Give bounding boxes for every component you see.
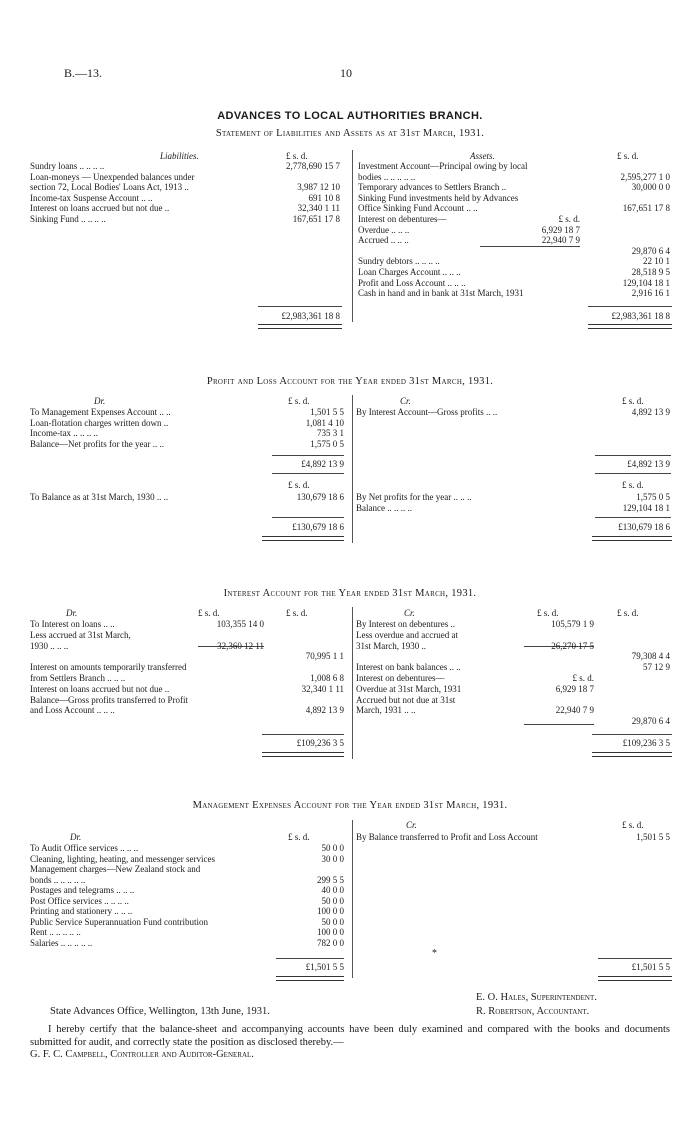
cr-label: Cr. — [400, 396, 411, 406]
mg-debit-label: bonds .. .. .. .. .. — [30, 874, 86, 885]
int-credit-amount: 79,308 4 4 — [631, 651, 670, 662]
dr-label: Dr. — [70, 832, 82, 842]
int-credit-sub-amount: £ s. d. — [572, 673, 594, 683]
assets-heading: Assets. — [470, 151, 495, 161]
int-credit-label: Interest on debentures— — [356, 673, 445, 683]
asset-label: Sinking Fund investments held by Advances — [358, 192, 519, 203]
pl-currency-header-left: £ s. d. — [288, 396, 310, 406]
asset-label: Sundry debtors .. .. .. .. — [358, 256, 440, 267]
interest-title: Interest Account for the Year ended 31st March, 1931. — [223, 588, 477, 599]
pl-debit-amount: 735 3 1 — [317, 428, 344, 438]
int-debit-amount: 1,008 6 8 — [310, 673, 344, 683]
double-rule — [262, 752, 344, 757]
liability-label: Sundry loans .. .. .. .. — [30, 161, 105, 171]
dr-label: Dr. — [94, 396, 106, 406]
pl-debit-amount: 1,501 5 5 — [310, 407, 344, 417]
asset-label: Loan Charges Account .. .. .. — [358, 267, 461, 277]
mg-debit-label: Public Service Superannuation Fund contribution — [30, 916, 208, 927]
asset-amount: 22 10 1 — [643, 256, 670, 267]
pl-debit-amount: 130,679 18 6 — [296, 492, 344, 502]
liability-label: Income-tax Suspense Account .. .. — [30, 192, 153, 203]
liabilities-heading: Liabilities. — [160, 151, 199, 161]
liability-amount: 3,987 12 10 — [297, 182, 340, 192]
int-credit-label: Overdue at 31st March, 1931 — [356, 683, 462, 694]
pl-currency-header-right-2: £ s. d. — [622, 480, 644, 490]
int-debit-sub-amount: 103,355 14 0 — [216, 619, 264, 629]
page-number: 10 — [340, 66, 352, 80]
pl-debit-label: To Management Expenses Account .. .. — [30, 407, 171, 417]
rule — [588, 306, 672, 307]
column-divider — [352, 150, 353, 322]
asset-amount: 29,870 6 4 — [631, 245, 670, 256]
int-debit-amount: 70,995 1 1 — [305, 651, 344, 662]
mg-debit-amount: 50 0 0 — [321, 843, 344, 853]
int-debit-amount: 4,892 13 9 — [305, 705, 344, 716]
pl-currency-header-right: £ s. d. — [622, 396, 644, 406]
asset-amount: 129,104 18 1 — [622, 277, 670, 288]
double-rule — [276, 976, 344, 981]
main-title: ADVANCES TO LOCAL AUTHORITIES BRANCH. — [217, 110, 483, 122]
mg-debit-amount: 299 5 5 — [317, 874, 344, 885]
liability-amount: 32,340 1 11 — [297, 203, 340, 213]
pl-total2-left: £130,679 18 6 — [292, 522, 344, 532]
pl-debit-amount: 1,081 4 10 — [305, 417, 344, 428]
int-debit-label: Less accrued at 31st March, — [30, 629, 131, 640]
column-divider — [352, 607, 353, 759]
int-credit-label: Less overdue and accrued at — [356, 629, 458, 640]
rule — [592, 734, 672, 735]
double-rule — [598, 976, 672, 981]
pl-total-left: £4,892 13 9 — [301, 459, 344, 469]
rule — [258, 306, 342, 307]
int-credit-label: 31st March, 1930 .. — [356, 640, 426, 651]
double-rule — [592, 752, 672, 757]
pl-debit-label: To Balance as at 31st March, 1930 .. .. — [30, 492, 169, 502]
pl-debit-label: Income-tax .. .. .. .. — [30, 428, 98, 438]
pl-currency-header-left-2: £ s. d. — [288, 480, 310, 490]
mg-debit-amount: 30 0 0 — [321, 853, 344, 864]
liability-amount: 2,778,690 15 7 — [286, 161, 340, 171]
int-debit-label: Balance—Gross profits transferred to Profit — [30, 694, 188, 705]
int-debit-label: 1930 .. .. .. — [30, 640, 69, 651]
mg-credit-amount: 1,501 5 5 — [636, 832, 670, 842]
asset-amount: 2,916 16 1 — [631, 288, 670, 299]
double-rule — [588, 324, 672, 329]
mg-debit-label: Rent .. .. .. .. .. — [30, 927, 81, 937]
pl-debit-label: Loan-flotation charges written down .. — [30, 417, 169, 428]
mg-debit-label: Salaries .. .. .. .. .. — [30, 937, 93, 948]
int-credit-label: Accrued but not due at 31st — [356, 694, 456, 705]
asset-sub-amount: 6,929 18 7 — [541, 224, 580, 235]
asset-amount: 28,518 9 5 — [631, 267, 670, 277]
rule — [272, 455, 344, 456]
liability-label: Sinking Fund .. .. .. .. — [30, 213, 106, 224]
asset-sub-amount: £ s. d. — [558, 214, 580, 224]
pl-debit-label: Balance—Net profits for the year .. .. — [30, 438, 164, 449]
int-total-right: £109,236 3 5 — [622, 738, 670, 748]
asset-label: Overdue .. .. .. — [358, 224, 410, 235]
asset-label: Profit and Loss Account .. .. .. — [358, 277, 466, 288]
mg-debit-label: Management charges—New Zealand stock and — [30, 864, 201, 874]
mg-debit-amount: 100 0 0 — [317, 927, 344, 937]
page-ref: B.—13. — [64, 66, 103, 80]
int-credit-label: By Interest on debentures .. — [356, 619, 455, 629]
pl-total2-right: £130,679 18 6 — [618, 522, 670, 532]
dr-label: Dr. — [66, 608, 78, 618]
rule — [272, 473, 344, 474]
pl-debit-amount: 1,575 0 5 — [310, 438, 344, 449]
pl-credit-amount: 1,575 0 5 — [636, 492, 670, 502]
int-debit-label: and Loss Account .. .. .. — [30, 705, 115, 716]
balance-sheet-title: Statement of Liabilities and Assets as at 31st March, 1931. — [215, 128, 485, 139]
rule — [524, 724, 594, 725]
int-credit-sub-amount: 105,579 1 9 — [551, 619, 594, 629]
mg-debit-amount: 782 0 0 — [317, 937, 344, 948]
asset-label: Accrued .. .. .. — [358, 235, 409, 246]
rule — [276, 958, 344, 959]
mg-total-left: £1,501 5 5 — [305, 962, 344, 972]
signature-accountant: R. Robertson, Accountant. — [476, 1006, 590, 1017]
int-sub-header-left: £ s. d. — [198, 608, 220, 618]
int-sub-header-right: £ s. d. — [537, 608, 559, 618]
asset-label: Investment Account—Principal owing by local — [358, 161, 528, 171]
liability-amount: 167,651 17 8 — [292, 213, 340, 224]
rule — [480, 246, 580, 247]
int-debit-sub-amount: 32,360 12 11 — [217, 640, 264, 651]
double-rule — [262, 536, 344, 541]
profit-loss-title: Profit and Loss Account for the Year ended 31st March, 1931. — [206, 376, 494, 387]
int-amt-header-right: £ s. d. — [617, 608, 639, 618]
int-debit-label: from Settlers Branch .. .. .. — [30, 673, 126, 683]
cr-label: Cr. — [404, 608, 415, 618]
int-credit-sub-amount: 6,929 18 7 — [555, 683, 594, 694]
asset-label: Office Sinking Fund Account .. .. — [358, 203, 478, 214]
mg-debit-label: Post Office services .. .. .. .. — [30, 895, 129, 906]
assets-total: £2,983,361 18 8 — [611, 311, 670, 321]
place-and-date: State Advances Office, Wellington, 13th June, 1931. — [50, 1006, 270, 1017]
mg-debit-amount: 50 0 0 — [321, 895, 344, 906]
mg-debit-label: Postages and telegrams .. .. .. — [30, 885, 135, 895]
int-total-left: £109,236 3 5 — [296, 738, 344, 748]
mg-debit-label: Printing and stationery .. .. .. — [30, 906, 133, 916]
asset-label: Temporary advances to Settlers Branch .. — [358, 182, 507, 193]
int-debit-label: To Interest on loans .. .. — [30, 619, 115, 629]
double-rule — [592, 536, 672, 541]
pl-total-right: £4,892 13 9 — [627, 459, 670, 469]
management-title: Management Expenses Account for the Year ended 31st March, 1931. — [192, 800, 508, 811]
pl-credit-amount: 129,104 18 1 — [622, 502, 670, 513]
rule — [595, 517, 671, 518]
liability-amount: 691 10 8 — [308, 192, 340, 203]
audit-certificate: I hereby certify that the balance-sheet and accompanying accounts have been duly examined and compared with the books and documents submitted for audit, and correctly state the position as disclosed thereby.— — [30, 1024, 670, 1048]
mg-credit-label: By Balance transferred to Profit and Loss Account — [356, 832, 538, 842]
mg-debit-amount: 50 0 0 — [321, 916, 344, 927]
signature-superintendent: E. O. Hales, Superintendent. — [476, 992, 597, 1003]
int-credit-sub-amount: 22,940 7 9 — [555, 705, 594, 716]
int-credit-label: March, 1931 .. .. — [356, 705, 416, 716]
int-debit-label: Interest on loans accrued but not due .. — [30, 683, 170, 694]
int-credit-sub-amount: 26,270 17 5 — [551, 640, 594, 651]
rule — [598, 958, 672, 959]
asset-label: Interest on debentures— — [358, 214, 447, 224]
int-credit-label: Interest on bank balances .. .. — [356, 662, 461, 673]
column-divider — [352, 395, 353, 543]
liabilities-total: £2,983,361 18 8 — [281, 311, 340, 321]
mg-debit-amount: 40 0 0 — [321, 885, 344, 895]
rule — [595, 473, 671, 474]
assets-currency-header: £ s. d. — [617, 151, 639, 161]
asset-amount: 2,595,277 1 0 — [620, 171, 670, 182]
mg-total-right: £1,501 5 5 — [631, 962, 670, 972]
rule — [272, 517, 344, 518]
double-rule — [258, 324, 342, 329]
int-debit-amount: 32,340 1 11 — [301, 683, 344, 694]
asset-amount: 30,000 0 0 — [631, 182, 670, 193]
asset-sub-amount: 22,940 7 9 — [541, 235, 580, 246]
mg-debit-label: Cleaning, lighting, heating, and messenger services — [30, 853, 215, 864]
pl-credit-label: By Interest Account—Gross profits .. .. — [356, 407, 498, 417]
int-amt-header-left: £ s. d. — [286, 608, 308, 618]
asset-label: Cash in hand and in bank at 31st March, 1931 — [358, 288, 524, 299]
asterisk-mark: * — [432, 948, 437, 959]
int-debit-label: Interest on amounts temporarily transferred — [30, 662, 187, 673]
liability-label: Interest on loans accrued but not due .. — [30, 203, 170, 213]
pl-credit-label: By Net profits for the year .. .. .. — [356, 492, 472, 502]
column-divider — [352, 820, 353, 978]
mg-currency-header-right: £ s. d. — [622, 820, 644, 830]
mg-debit-label: To Audit Office services .. .. .. — [30, 843, 139, 853]
rule — [595, 455, 671, 456]
pl-credit-label: Balance .. .. .. .. — [356, 502, 412, 513]
pl-credit-amount: 4,892 13 9 — [631, 407, 670, 417]
asset-amount: 167,651 17 8 — [622, 203, 670, 214]
asset-label: bodies .. .. .. .. .. — [358, 171, 416, 182]
cr-label: Cr. — [406, 820, 417, 830]
mg-currency-header-left: £ s. d. — [288, 832, 310, 842]
int-credit-amount: 57 12 9 — [643, 662, 670, 673]
liability-label: section 72, Local Bodies' Loans Act, 1913 .. — [30, 182, 189, 192]
mg-debit-amount: 100 0 0 — [317, 906, 344, 916]
auditor-signature: G. F. C. Campbell, Controller and Auditor-General. — [30, 1049, 254, 1060]
liability-label: Loan-moneys — Unexpended balances under — [30, 171, 195, 182]
int-credit-amount: 29,870 6 4 — [631, 716, 670, 727]
liabilities-currency-header: £ s. d. — [286, 151, 308, 161]
rule — [262, 734, 344, 735]
